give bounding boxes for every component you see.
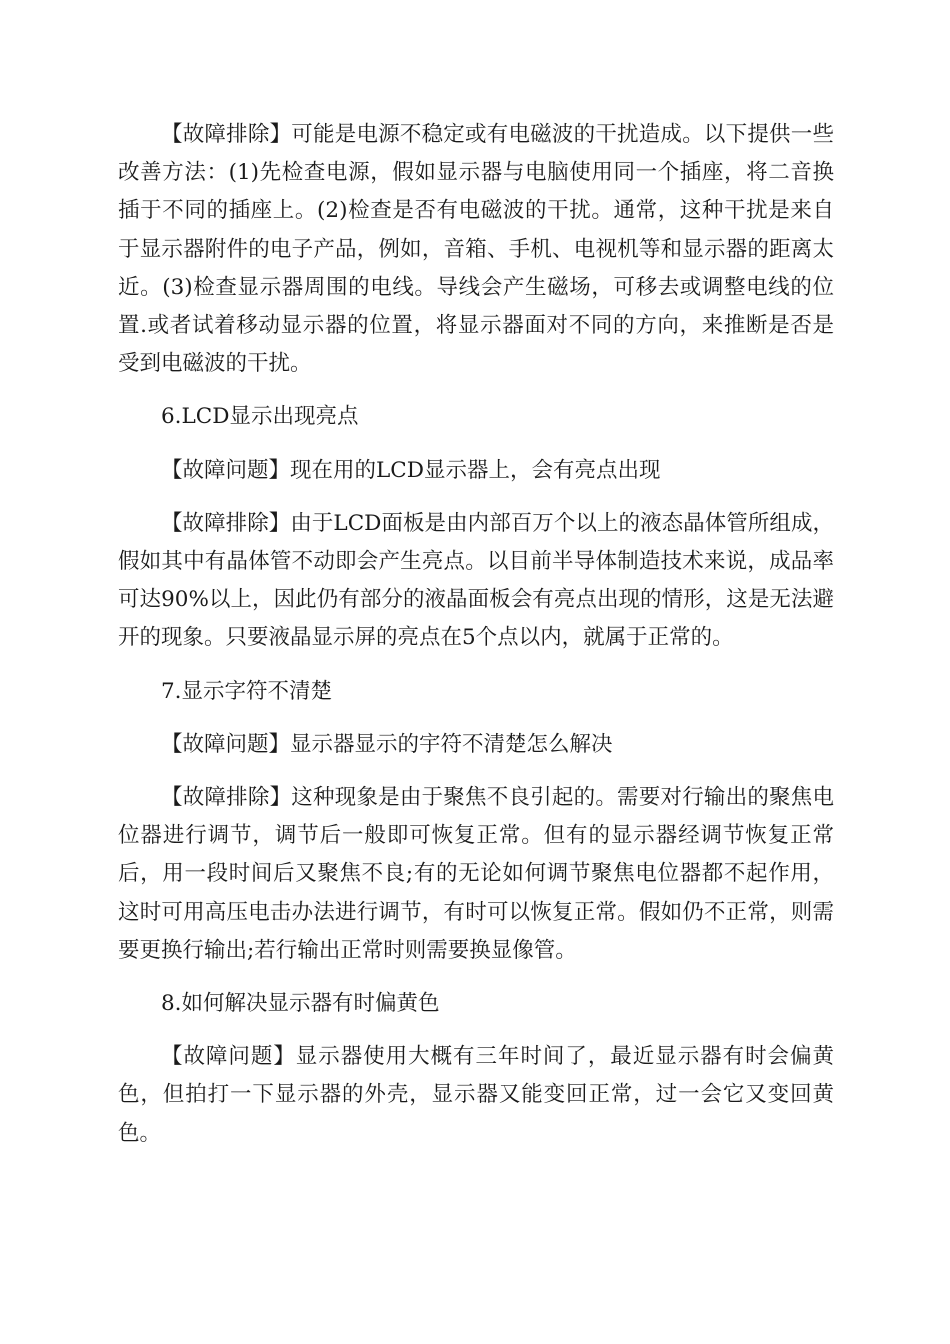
paragraph-troubleshoot-interference: 【故障排除】可能是电源不稳定或有电磁波的干扰造成。以下提供一些改善方法：(1)先检查电源，假如显示器与电脑使用同一个插座，将二音换插于不同的插座上。(2)检查是否有电磁波的干扰。通常，这种干扰是来自于显示器附件的电子产品，例如，音箱、手机、电视机等和显示器的距离太近。(3)检查显示器周围的电线。导线会产生磁场，可移去或调整电线的位置.或者试着移动显示器的位置，将显示器面对不同的方向，来推断是否是受到电磁波的干扰。 <box>118 122 834 377</box>
paragraph-problem-unclear-characters: 【故障问题】显示器显示的宇符不清楚怎么解决 <box>161 731 613 757</box>
heading-unclear-characters: 7.显示字符不清楚 <box>161 678 333 704</box>
heading-lcd-bright-spots: 6.LCD显示出现亮点 <box>161 404 359 430</box>
heading-yellowish-display: 8.如何解决显示器有时偏黄色 <box>161 991 440 1017</box>
paragraph-problem-lcd-bright-spots: 【故障问题】现在用的LCD显示器上，会有亮点出现 <box>161 457 661 483</box>
document-page <box>118 116 834 1153</box>
paragraph-troubleshoot-unclear-characters: 【故障排除】这种现象是由于聚焦不良引起的。需要对行输出的聚焦电位器进行调节，调节后一般即可恢复正常。但有的显示器经调节恢复正常后，用一段时间后又聚焦不良;有的无论如何调节聚焦电位器都不起作用，这时可用高压电击办法进行调节，有时可以恢复正常。假如仍不正常，则需要更换行输出;若行输出正常时则需要换显像管。 <box>118 785 834 963</box>
paragraph-troubleshoot-lcd-bright-spots: 【故障排除】由于LCD面板是由内部百万个以上的液态晶体管所组成，假如其中有晶体管不动即会产生亮点。以目前半导体制造技术来说，成品率可达90%以上，因此仍有部分的液晶面板会有亮点出现的情形，这是无法避开的现象。只要液晶显示屏的亮点在5个点以内，就属于正常的。 <box>118 510 834 651</box>
paragraph-problem-yellowish-display: 【故障问题】显示器使用大概有三年时间了，最近显示器有时会偏黄色，但拍打一下显示器的外壳，显示器又能变回正常，过一会它又变回黄色。 <box>118 1044 834 1146</box>
